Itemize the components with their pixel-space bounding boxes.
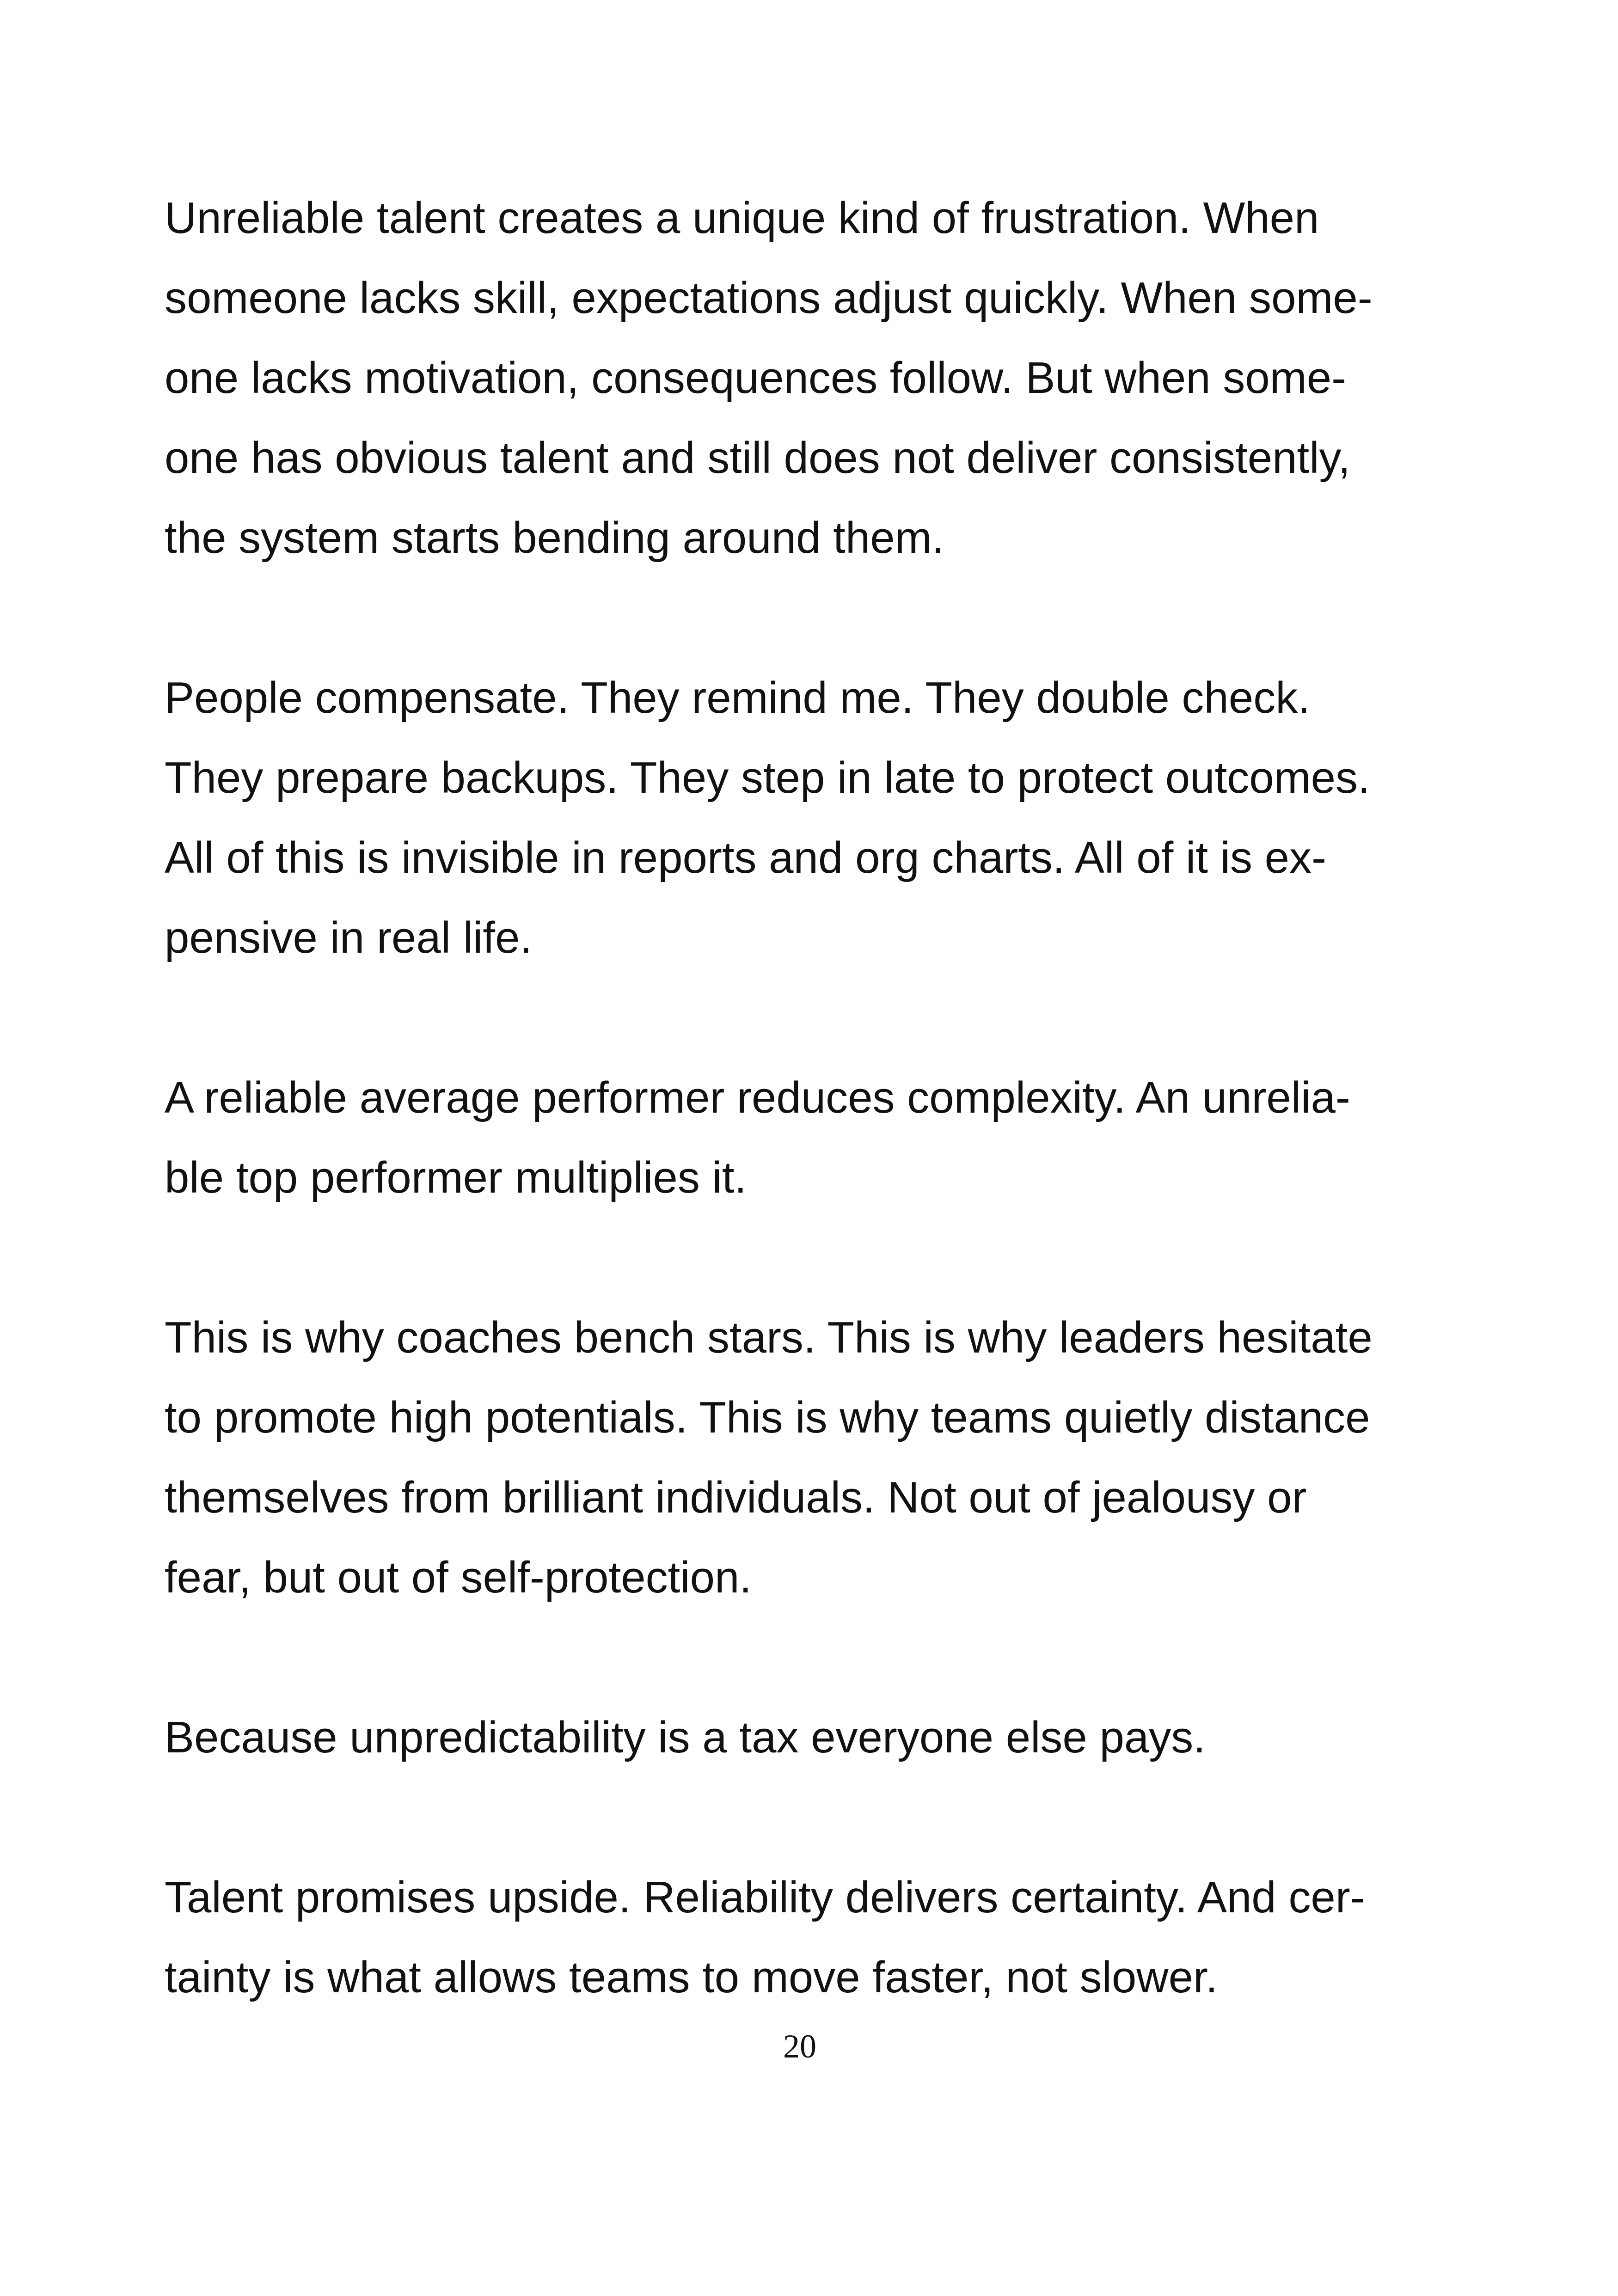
text-line: the system starts bending around them.	[165, 513, 944, 563]
text-line: ble top performer multiplies it.	[165, 1153, 747, 1202]
page-number: 20	[783, 2028, 816, 2065]
text-line: tainty is what allows teams to move faster, not slower.	[165, 1953, 1218, 2002]
paragraph-4	[165, 1298, 1459, 1617]
paragraph-spacer	[165, 1617, 1459, 1697]
text-line: pensive in real life.	[165, 913, 533, 962]
text-line: They prepare backups. They step in late to protect outcomes.	[165, 753, 1370, 802]
body-text	[165, 178, 1459, 2017]
text-line: one has obvious talent and still does not deliver consistently,	[165, 433, 1351, 483]
text-line: Talent promises upside. Reliability delivers certainty. And cer-	[165, 1873, 1365, 1922]
text-line: People compensate. They remind me. They double check.	[165, 673, 1310, 722]
text-line: Because unpredictability is a tax everyone else pays.	[165, 1713, 1206, 1762]
paragraph-3	[165, 1058, 1459, 1218]
text-line: to promote high potentials. This is why teams quietly distance	[165, 1393, 1370, 1442]
paragraph-2	[165, 658, 1459, 978]
text-line: Unreliable talent creates a unique kind of frustration. When	[165, 193, 1319, 243]
paragraph-spacer	[165, 578, 1459, 658]
text-line: fear, but out of self-protection.	[165, 1553, 752, 1602]
paragraph-6	[165, 1857, 1459, 2017]
paragraph-spacer	[165, 1777, 1459, 1857]
paragraph-spacer	[165, 1218, 1459, 1298]
text-line: A reliable average performer reduces complexity. An unrelia-	[165, 1073, 1350, 1122]
text-line: someone lacks skill, expectations adjust quickly. When some-	[165, 273, 1373, 323]
text-line: themselves from brilliant individuals. Not out of jealousy or	[165, 1473, 1307, 1522]
paragraph-spacer	[165, 978, 1459, 1058]
text-line: one lacks motivation, consequences follow. But when some-	[165, 353, 1347, 403]
paragraph-5	[165, 1697, 1459, 1777]
text-line: This is why coaches bench stars. This is why leaders hesitate	[165, 1313, 1373, 1362]
text-line: All of this is invisible in reports and org charts. All of it is ex-	[165, 833, 1327, 882]
paragraph-1	[165, 178, 1459, 578]
